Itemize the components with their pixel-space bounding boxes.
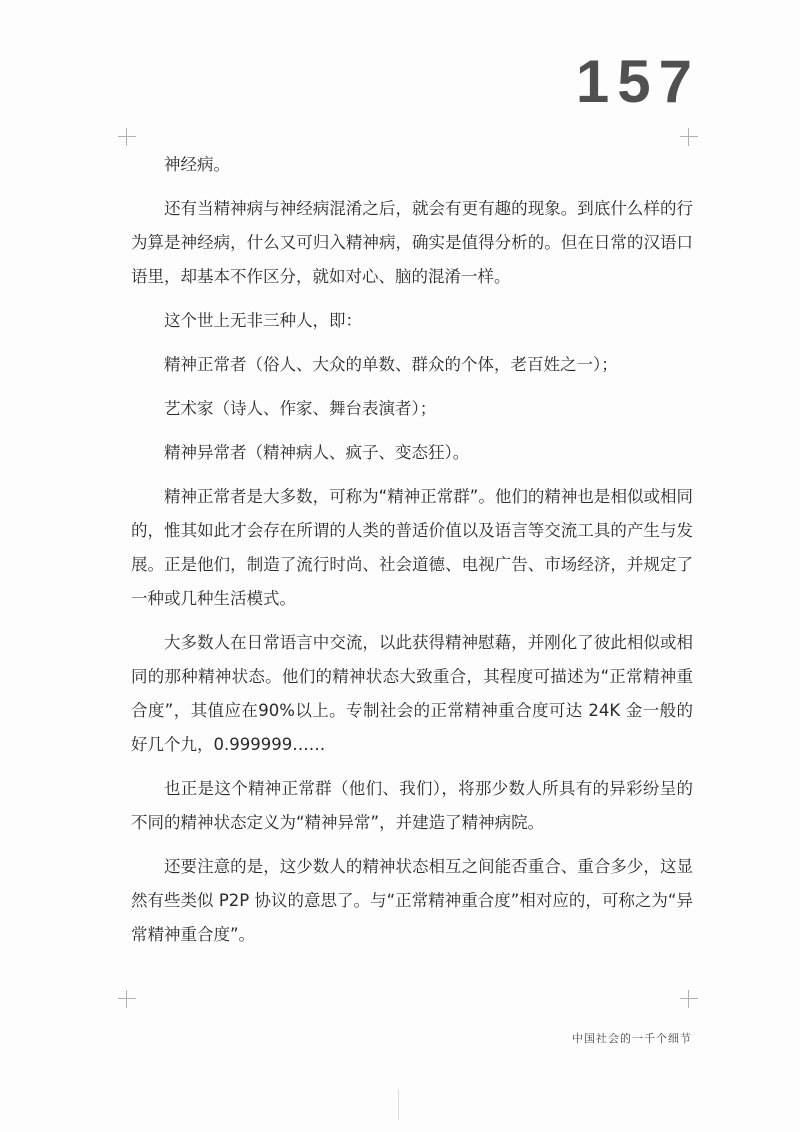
crop-mark-bottom-left bbox=[118, 990, 136, 1008]
paragraph: 这个世上无非三种人，即： bbox=[164, 311, 362, 330]
binding-mark bbox=[398, 1090, 399, 1120]
paragraph: 神经病。 bbox=[164, 155, 230, 174]
paragraph: 也正是这个精神正常群（他们、我们），将那少数人所具有的异彩纷呈的不同的精神状态定义为“精神异常”，并建造了精神病院。 bbox=[131, 779, 693, 832]
crop-mark-top-right bbox=[680, 128, 698, 146]
body-text bbox=[131, 148, 693, 962]
paragraph: 精神正常者（俗人、大众的单数、群众的个体，老百姓之一）； bbox=[164, 355, 618, 374]
crop-mark-bottom-right bbox=[680, 990, 698, 1008]
paragraph: 还要注意的是，这少数人的精神状态相互之间能否重合、重合多少，这显然有些类似 P2P 协议的意思了。与“正常精神重合度”相对应的，可称之为“异常精神重合度”。 bbox=[131, 857, 693, 944]
paragraph: 艺术家（诗人、作家、舞台表演者）； bbox=[164, 399, 437, 418]
running-footer: 中国社会的一千个细节 bbox=[572, 1032, 692, 1045]
paragraph: 精神正常者是大多数，可称为“精神正常群”。他们的精神也是相似或相同的，惟其如此才会存在所谓的人类的普适价值以及语言等交流工具的产生与发展。正是他们，制造了流行时尚、社会道德、电视广告、市场经济，并规定了一种或几种生活模式。 bbox=[131, 487, 693, 608]
page-number: 157 bbox=[575, 48, 700, 115]
paragraph: 还有当精神病与神经病混淆之后，就会有更有趣的现象。到底什么样的行为算是神经病，什么又可归入精神病，确实是值得分析的。但在日常的汉语口语里，却基本不作区分，就如对心、脑的混淆一样。 bbox=[131, 199, 693, 286]
crop-mark-top-left bbox=[118, 128, 136, 146]
paragraph: 精神异常者（精神病人、疯子、变态狂）。 bbox=[164, 443, 470, 462]
paragraph: 大多数人在日常语言中交流，以此获得精神慰藉，并刚化了彼此相似或相同的那种精神状态。他们的精神状态大致重合，其程度可描述为“正常精神重合度”，其值应在90%以上。专制社会的正常精神重合度可达 24K 金一般的好几个九，0.999999…… bbox=[131, 633, 693, 754]
